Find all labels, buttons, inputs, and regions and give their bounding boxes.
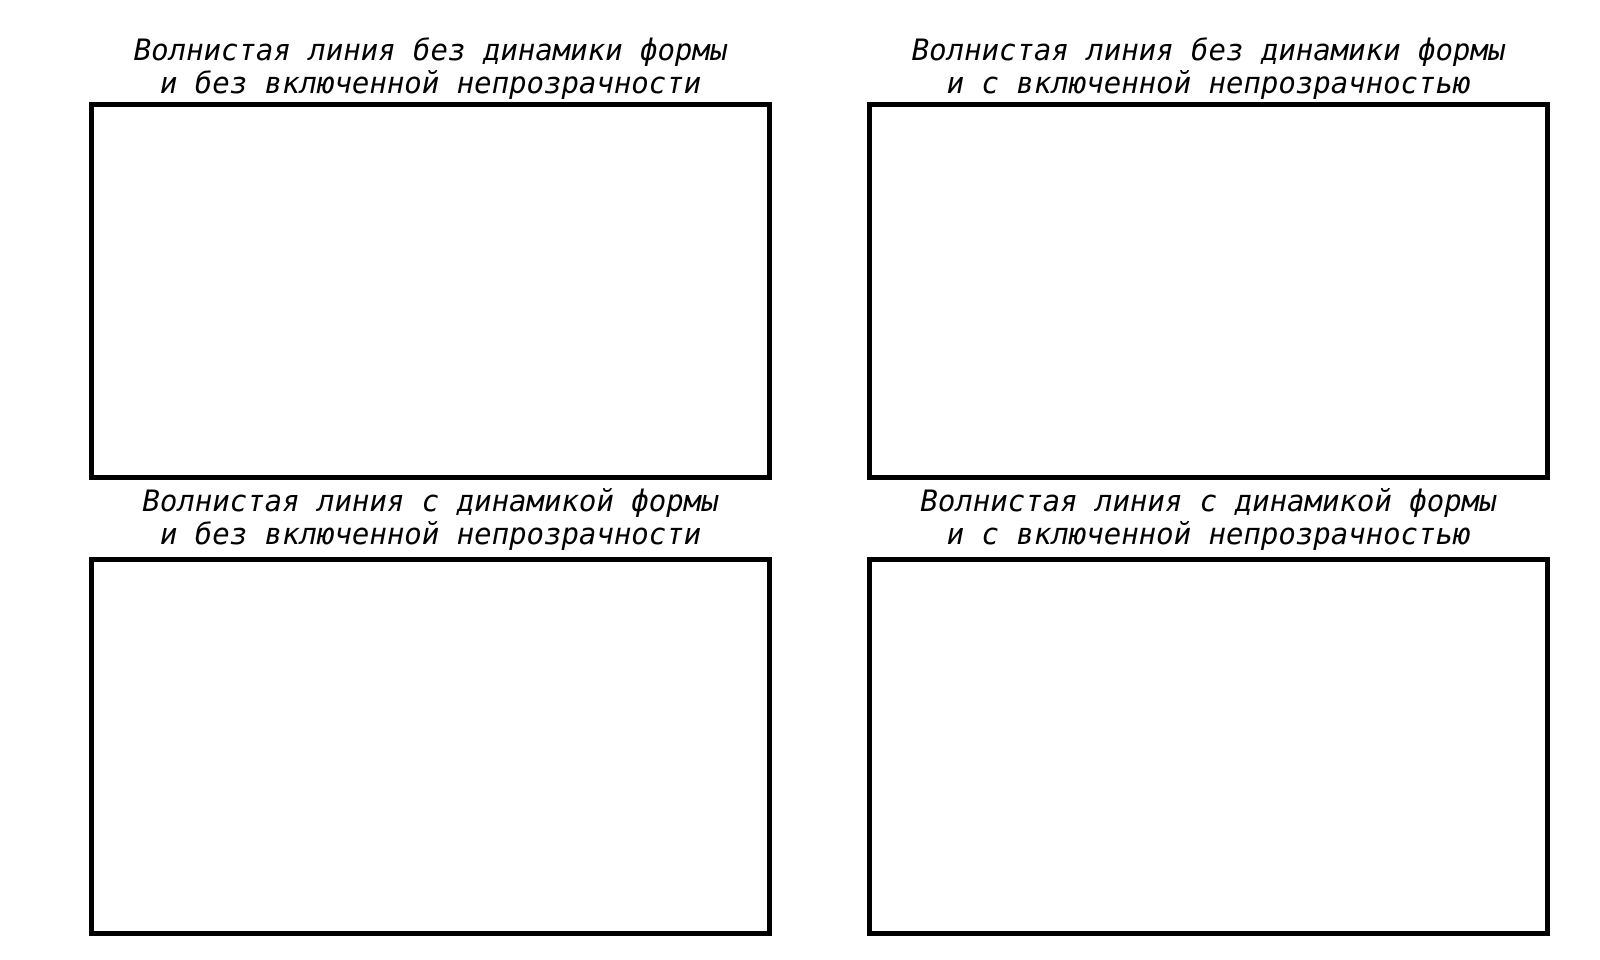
panel-shape-dynamics-no-opacity (89, 485, 772, 937)
panel-no-shape-dynamics-with-opacity (867, 34, 1550, 480)
caption-line-1: Волнистая линия с динамикой формы (920, 484, 1497, 518)
caption-line-2: и с включенной непрозрачностью (946, 66, 1471, 100)
panel-caption (867, 34, 1550, 100)
caption-line-1: Волнистая линия без динамики формы (911, 33, 1506, 67)
panel-shape-dynamics-with-opacity (867, 485, 1550, 937)
drawing-frame (89, 557, 772, 936)
panel-caption (89, 34, 772, 100)
panel-no-shape-dynamics-no-opacity (89, 34, 772, 480)
caption-line-2: и с включенной непрозрачностью (946, 517, 1471, 551)
panel-caption (89, 485, 772, 551)
caption-line-2: и без включенной непрозрачности (159, 66, 702, 100)
caption-line-1: Волнистая линия без динамики формы (133, 33, 728, 67)
drawing-frame (89, 102, 772, 480)
panel-caption (867, 485, 1550, 551)
drawing-frame (867, 102, 1550, 480)
caption-line-2: и без включенной непрозрачности (159, 517, 702, 551)
caption-line-1: Волнистая линия с динамикой формы (142, 484, 719, 518)
drawing-frame (867, 557, 1550, 936)
